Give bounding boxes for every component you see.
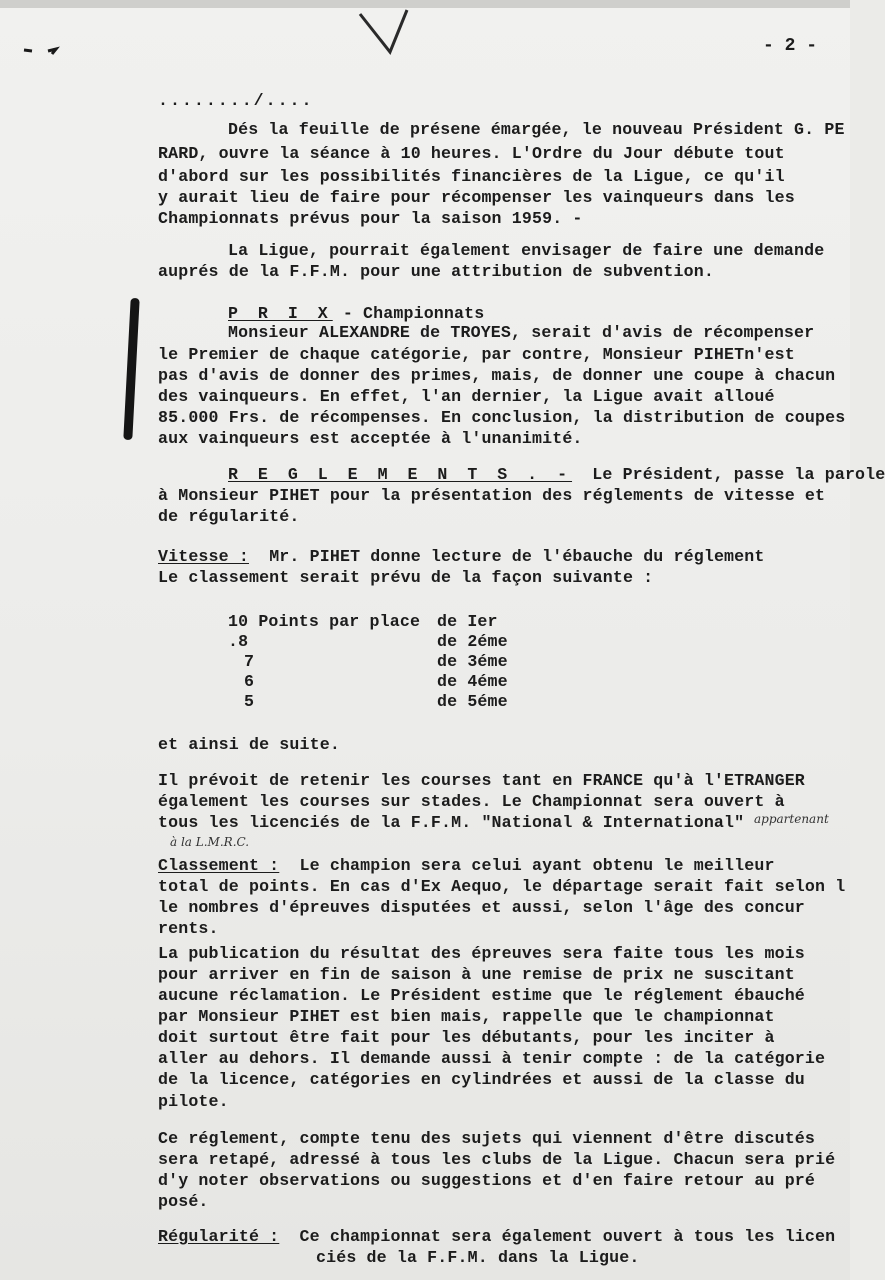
- reglements-line: à Monsieur PIHET pour la présentation des réglements de vitesse et: [158, 486, 826, 505]
- points-value: 6: [244, 672, 255, 691]
- vitesse-line: Le classement serait prévu de la façon suivante :: [158, 568, 654, 587]
- handwritten-annotation: à la L.M.R.C.: [170, 835, 250, 849]
- p1-line: Dés la feuille de présene émargée, le nouveau Président G. PE: [228, 120, 845, 139]
- points-place: de 2éme: [437, 632, 508, 651]
- classement-line1-rest: Le champion sera celui ayant obtenu le meilleur: [279, 856, 775, 875]
- retape-line: Ce réglement, compte tenu des sujets qui viennent d'être discutés: [158, 1129, 816, 1148]
- classement-line: le nombres d'épreuves disputées et aussi, selon l'âge des concur: [158, 898, 805, 917]
- prix-line: aux vainqueurs est acceptée à l'unanimité.: [158, 429, 583, 448]
- handwritten-annotation: appartenant: [754, 812, 829, 826]
- publication-line: aucune réclamation. Le Président estime que le réglement ébauché: [158, 986, 805, 1005]
- et-ainsi-de-suite: et ainsi de suite.: [158, 735, 340, 754]
- classement-line: rents.: [158, 919, 219, 938]
- p1-line: y aurait lieu de faire pour récompenser les vainqueurs dans les: [158, 188, 795, 207]
- regularite-line: ciés de la F.F.M. dans la Ligue.: [316, 1248, 640, 1267]
- reglements-line1-rest: Le Président, passe la parole: [572, 465, 885, 484]
- prix-line: pas d'avis de donner des primes, mais, de donner une coupe à chacun: [158, 366, 836, 385]
- vitesse-heading: Vitesse :: [158, 547, 249, 566]
- points-place: de 4éme: [437, 672, 508, 691]
- prix-line: des vainqueurs. En effet, l'an dernier, la Ligue avait alloué: [158, 387, 775, 406]
- points-value: .8: [228, 632, 249, 651]
- classement-line: total de points. En cas d'Ex Aequo, le départage serait fait selon l: [158, 877, 846, 896]
- points-value: 7: [244, 652, 255, 671]
- regularite-line: [158, 1228, 835, 1246]
- points-value: 5: [244, 692, 255, 711]
- publication-line: aller au dehors. Il demande aussi à tenir compte : de la catégorie: [158, 1049, 826, 1068]
- points-place: de 3éme: [437, 652, 508, 671]
- classement-heading: Classement :: [158, 856, 280, 875]
- prix-line: le Premier de chaque catégorie, par contre, Monsieur PIHETn'est: [158, 345, 795, 364]
- scan-top-edge: [0, 0, 850, 8]
- page-number: - 2 -: [763, 36, 818, 56]
- retape-line: d'y noter observations ou suggestions et d'en faire retour au pré: [158, 1171, 816, 1190]
- publication-line: de la licence, catégories en cylindrées et aussi de la classe du: [158, 1070, 805, 1089]
- prix-heading: P R I X: [228, 304, 333, 323]
- vitesse-line: [158, 548, 765, 566]
- points-label: Points par place: [258, 612, 421, 631]
- reglements-line: de régularité.: [158, 507, 300, 526]
- retape-line: posé.: [158, 1192, 209, 1211]
- points-place: de Ier: [437, 612, 498, 631]
- margin-bar-mark: [123, 298, 139, 440]
- prix-line: 85.000 Frs. de récompenses. En conclusion, la distribution de coupes: [158, 408, 846, 427]
- publication-line: par Monsieur PIHET est bien mais, rappelle que le championnat: [158, 1007, 775, 1026]
- p1-line: RARD, ouvre la séance à 10 heures. L'Ordre du Jour débute tout: [158, 144, 785, 163]
- regularite-heading: Régularité :: [158, 1227, 280, 1246]
- publication-line: pilote.: [158, 1092, 229, 1111]
- p1-line: Championnats prévus pour la saison 1959. -: [158, 209, 583, 228]
- p2-line: La Ligue, pourrait également envisager de faire une demande: [228, 241, 825, 260]
- reglements-heading: R E G L E M E N T S . -: [228, 465, 573, 484]
- retape-line: sera retapé, adressé à tous les clubs de la Ligue. Chacun sera prié: [158, 1150, 836, 1169]
- publication-line: pour arriver en fin de saison à une remise de prix ne suscitant: [158, 965, 795, 984]
- p2-line: auprés de la F.F.M. pour une attribution de subvention.: [158, 262, 714, 281]
- publication-line: La publication du résultat des épreuves sera faite tous les mois: [158, 944, 805, 963]
- prix-line: Monsieur ALEXANDRE de TROYES, serait d'avis de récompenser: [228, 323, 815, 342]
- regularite-line1-rest: Ce championnat sera également ouvert à tous les licen: [279, 1227, 836, 1246]
- publication-line: doit surtout être fait pour les débutants, pour les inciter à: [158, 1028, 775, 1047]
- handwritten-dash-mark: [22, 42, 72, 58]
- p1-line: d'abord sur les possibilités financières de la Ligue, ce qu'il: [158, 167, 785, 186]
- prix-heading-suffix: - Championnats: [332, 304, 485, 323]
- courses-line: tous les licenciés de la F.F.M. "National & International": [158, 813, 745, 832]
- handwritten-check-mark: [355, 8, 415, 58]
- classement-line: [158, 857, 775, 875]
- points-row: [228, 613, 420, 631]
- continuation-marker: ......../....: [158, 91, 314, 110]
- prix-heading-line: [228, 305, 484, 323]
- courses-line: Il prévoit de retenir les courses tant en FRANCE qu'à l'ETRANGER: [158, 771, 805, 790]
- vitesse-line1-rest: Mr. PIHET donne lecture de l'ébauche du réglement: [248, 547, 765, 566]
- courses-line: également les courses sur stades. Le Championnat sera ouvert à: [158, 792, 785, 811]
- points-place: de 5éme: [437, 692, 508, 711]
- points-value: 10: [228, 612, 249, 631]
- reglements-heading-line: [228, 466, 885, 484]
